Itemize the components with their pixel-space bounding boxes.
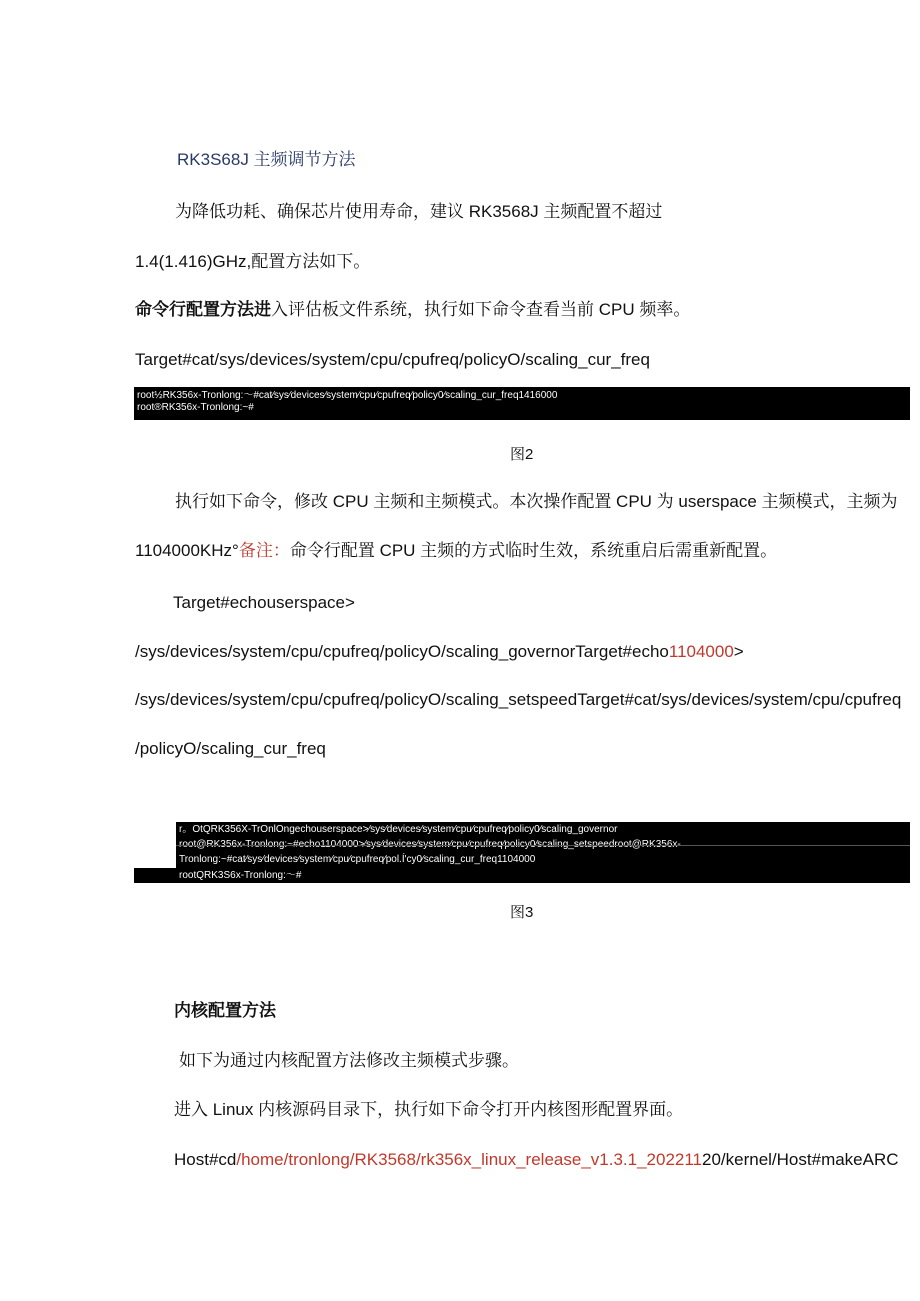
command-set-speed-line3: /sys/devices/system/cpu/cpufreq/policyO/scaling_setspeedTarget#cat/sys/devices/system/cpu/cpufreq — [135, 690, 902, 709]
paragraph-enter-source: 进入 Linux 内核源码目录下，执行如下命令打开内核图形配置界面。 — [174, 1100, 684, 1119]
paragraph-kernel-steps: 如下为通过内核配置方法修改主频模式步骤。 — [179, 1051, 519, 1070]
command-segment: /sys/devices/system/cpu/cpufreq/policyO/scaling_governorTarget#echo — [135, 642, 669, 661]
terminal-line: rootQRK3S6x-Tronlong:～# — [179, 870, 302, 881]
command-menuconfig — [174, 1149, 899, 1171]
frequency-value: 1104000KHz° — [135, 541, 239, 560]
terminal-line: root½RK356x-Tronlong:～#cat⁄sys⁄devices⁄system⁄cpu⁄cpufreq⁄policy0⁄scaling_cur_freq1416000 — [137, 390, 558, 401]
figure-caption-2: 图2 — [510, 446, 534, 463]
terminal-line: Tronlong:~#cat⁄sys⁄devices⁄system⁄cpu⁄cpufreq⁄pol.Í'cy0⁄scaling_cur_freq1104000 — [179, 854, 536, 865]
command-segment: 20/kernel/Host#makeARC — [702, 1150, 899, 1169]
command-read-freq: Target#cat/sys/devices/system/cpu/cpufreq/policyO/scaling_cur_freq — [135, 350, 650, 369]
command-set-governor-line1: Target#echouserspace> — [173, 593, 355, 612]
paragraph-modify-line1: 执行如下命令，修改 CPU 主频和主频模式。本次操作配置 CPU 为 userspace 主频模式，主频为 — [175, 492, 898, 511]
cmdline-method-label: 命令行配置方法进 — [135, 300, 271, 319]
section-title-frequency: RK3S68J 主频调节方法 — [177, 150, 356, 169]
command-segment: Host#cd — [174, 1150, 237, 1169]
section-title-kernel: 内核配置方法 — [174, 1001, 276, 1020]
terminal-screenshot-fig2 — [134, 387, 910, 420]
terminal-screenshot-fig3-lower — [134, 868, 910, 883]
terminal-divider — [176, 845, 910, 846]
paragraph-cmdline-method — [135, 299, 690, 321]
paragraph-modify-line2 — [135, 540, 777, 562]
paragraph-intro-line1: 为降低功耗、确保芯片使用寿命，建议 RK3568J 主频配置不超过 — [175, 202, 663, 221]
note-label: 备注： — [238, 541, 290, 560]
cmdline-method-text: 入评估板文件系统，执行如下命令查看当前 CPU 频率。 — [271, 300, 691, 319]
command-path: /home/tronlong/RK3568/rk356x_linux_release_v1.3.1_202211 — [236, 1150, 702, 1169]
note-text: 命令行配置 CPU 主频的方式临时生效，系统重启后需重新配置。 — [289, 541, 778, 560]
command-set-governor-line2 — [135, 641, 744, 663]
command-frequency-value: 1104000 — [668, 642, 734, 661]
terminal-line: r。OtQRK356X-TrOnlOngechouserspace>⁄sys⁄devices⁄system⁄cpu⁄cpufreq⁄policy0⁄scaling_governor — [179, 824, 618, 835]
figure-caption-3: 图3 — [510, 904, 534, 921]
command-segment: > — [733, 642, 744, 661]
paragraph-intro-line2: 1.4(1.416)GHz,配置方法如下。 — [135, 252, 371, 271]
command-read-freq-line4: /policyO/scaling_cur_freq — [135, 739, 326, 758]
terminal-line: root®RK356x-Tronlong:~# — [137, 402, 254, 413]
